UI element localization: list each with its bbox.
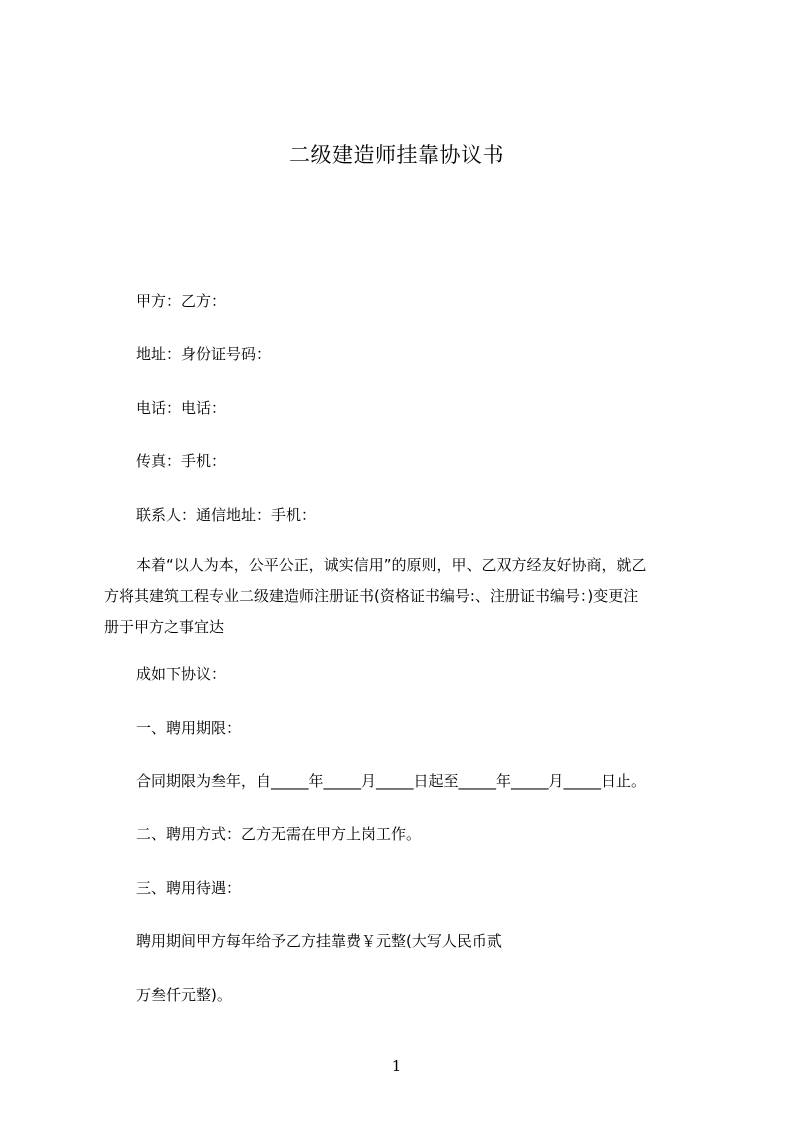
phone-line: 电话：电话： xyxy=(136,399,227,417)
contact-line: 联系人：通信地址：手机： xyxy=(136,506,317,524)
intro-paragraph-line-2: 方将其建筑工程专业二级建造师注册证书(资格证书编号:、注册证书编号：)变更注 xyxy=(104,587,639,605)
document-title: 二级建造师挂靠协议书 xyxy=(289,143,504,167)
section3-heading: 三、聘用待遇： xyxy=(136,879,242,897)
intro-paragraph-line-3: 册于甲方之事宜达 xyxy=(104,618,225,636)
section3-text-line-1: 聘用期间甲方每年给予乙方挂靠费￥元整(大写人民币贰 xyxy=(136,932,502,950)
fax-line: 传真：手机： xyxy=(136,452,227,470)
page-number: 1 xyxy=(391,1057,402,1075)
section2-text: 二、聘用方式：乙方无需在甲方上岗工作。 xyxy=(136,825,422,843)
intro-paragraph xyxy=(104,550,704,643)
section1-text: 合同期限为叁年，自_____年_____月_____日起至_____年_____月_____日止。 xyxy=(136,772,647,790)
party-line: 甲方：乙方： xyxy=(136,292,227,310)
section3-text-line-2: 万叁仟元整)。 xyxy=(136,986,232,1004)
address-line: 地址：身份证号码： xyxy=(136,345,272,363)
intro-paragraph-line-1: 本着“以人为本，公平公正，诚实信用”的原则，甲、乙双方经友好协商，就乙 xyxy=(136,556,647,574)
agreement-intro: 成如下协议： xyxy=(136,665,227,683)
section1-heading: 一、聘用期限： xyxy=(136,719,242,737)
